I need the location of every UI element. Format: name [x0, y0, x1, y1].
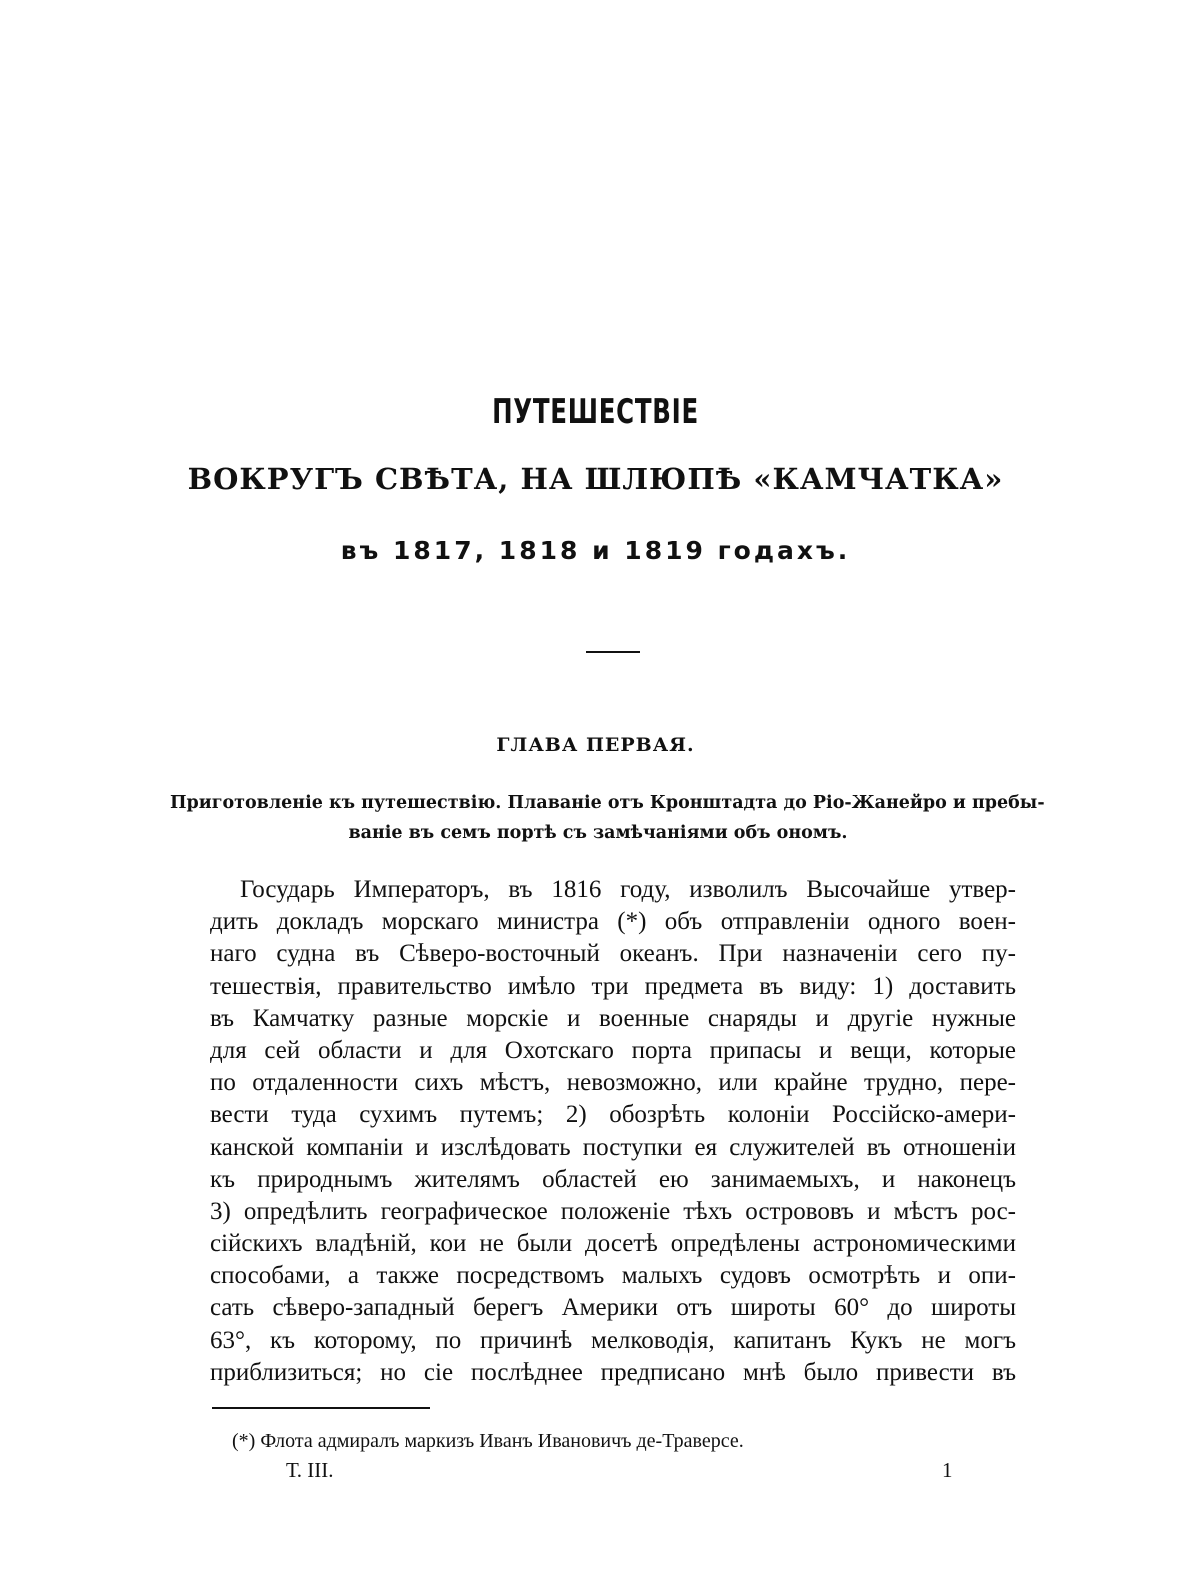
- chapter-summary: [170, 788, 1045, 848]
- footnote-divider: [212, 1407, 430, 1409]
- book-subtitle: ВОКРУГЪ СВѢТА, НА ШЛЮПѢ «КАМЧАТКА»: [187, 462, 1004, 496]
- body-line: приблизиться; но сіе послѣднее предписано мнѣ было привести въ: [210, 1358, 1016, 1386]
- page-number: 1: [942, 1458, 953, 1482]
- body-line: сать сѣверо-западный берегъ Америки отъ широты 60° до широты: [210, 1294, 1016, 1322]
- body-line: способами, а также посредствомъ малыхъ судовъ осмотрѣть и опи-: [210, 1262, 1016, 1290]
- body-line: 63°, къ которому, по причинѣ мелководія, капитанъ Кукъ не могъ: [210, 1326, 1016, 1354]
- body-line: тешествія, правительство имѣло три предмета въ виду: 1) доставить: [210, 972, 1016, 1000]
- body-line: 3) опредѣлить географическое положеніе тѣхъ острововъ и мѣстъ рос-: [210, 1197, 1016, 1225]
- volume-signature: Т. III.: [286, 1458, 334, 1482]
- body-line: въ Камчатку разные морскіе и военные снаряды и другіе нужные: [210, 1004, 1016, 1032]
- book-title: ПУТЕШЕСТВІЕ: [492, 392, 699, 432]
- body-line: къ природнымъ жителямъ областей ею занимаемыхъ, и наконецъ: [210, 1165, 1016, 1193]
- body-line: сійскихъ владѣній, кои не были досетѣ опредѣлены астрономическими: [210, 1230, 1016, 1258]
- body-line: наго судна въ Сѣверо-восточный океанъ. При назначеніи сего пу-: [210, 940, 1016, 968]
- body-line: вести туда сухимъ путемъ; 2) обозрѣть колоніи Россійско-амери-: [210, 1101, 1016, 1129]
- body-line: канской компаніи и изслѣдовать поступки ея служителей въ отношеніи: [210, 1133, 1016, 1161]
- chapter-summary-line: Приготовленіе къ путешествію. Плаваніе отъ Кронштадта до Ріо-Жанейро и пребы-: [170, 793, 1045, 813]
- title-divider: [586, 651, 640, 653]
- book-years: въ 1817, 1818 и 1819 годахъ.: [340, 536, 851, 565]
- chapter-summary-line: ваніе въ семъ портѣ съ замѣчаніями объ ономъ.: [348, 823, 848, 843]
- footnote: (*) Флота адмиралъ маркизъ Иванъ Ивановичъ де-Траверсе.: [232, 1430, 744, 1452]
- body-line: для сей области и для Охотскаго порта припасы и вещи, которые: [210, 1036, 1016, 1064]
- chapter-heading: ГЛАВА ПЕРВАЯ.: [496, 734, 695, 756]
- body-paragraph: [210, 874, 1016, 1389]
- body-line: Государь Императоръ, въ 1816 году, изволилъ Высочайше утвер-: [240, 876, 1016, 903]
- body-line: дить докладъ морскаго министра (*) объ отправленіи одного воен-: [210, 908, 1016, 936]
- body-line: по отдаленности сихъ мѣстъ, невозможно, или крайне трудно, пере-: [210, 1069, 1016, 1097]
